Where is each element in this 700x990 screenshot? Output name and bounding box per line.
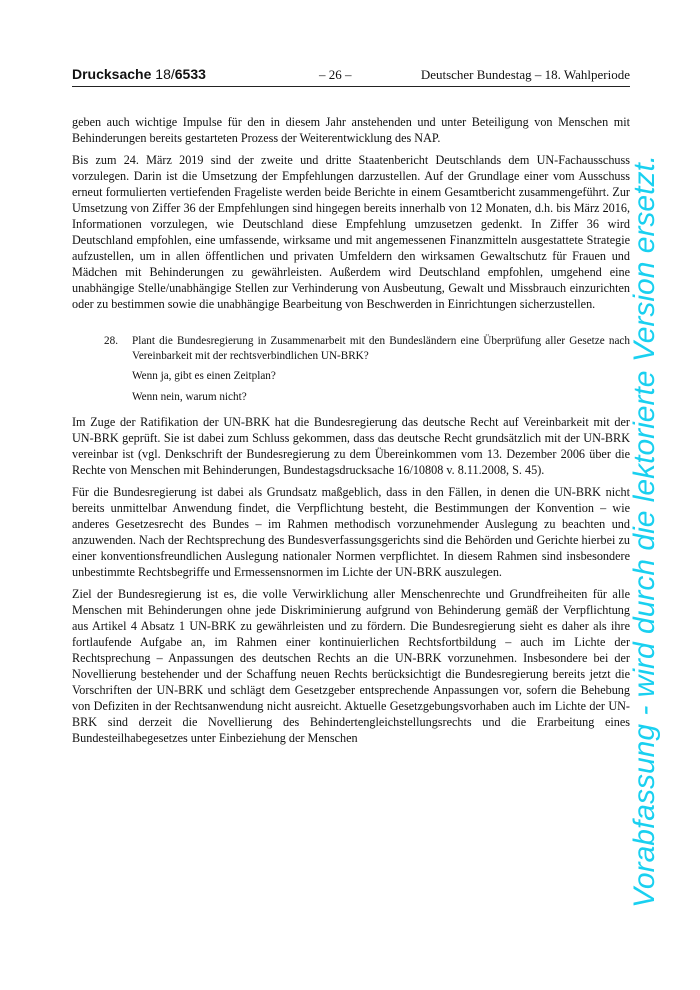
doc-number-part2: 6533 [174, 66, 206, 82]
publisher: Deutscher Bundestag – 18. Wahlperiode [420, 67, 630, 82]
paragraph: Ziel der Bundesregierung ist es, die volle Verwirklichung aller Menschenrechte und Grundfreiheiten für alle Menschen mit Behinderungen ohne jede Diskriminierung aufgrund von Behinderung gemäß der Verpflichtung aus Artikel 4 Absatz 1 UN-BRK zu gewährleisten und zu fördern. Die Bundesregierung sieht es daher als ihre fortlaufende Aufgabe an, im Rahmen einer kontinuierlichen Rechtsfortbildung – auch im Lichte der Rechtsprechung – Anpassungen des deutschen Rechts an die UN-BRK vorzunehmen. Insbesondere bei der Novellierung bestehender und der Schaffung neuen Rechts berücksichtigt die Bundesregierung bereits jetzt die Vorschriften der UN-BRK und schlägt dem Gesetzgeber entsprechende Anpassungen vor, sofern die Behebung von Defiziten in der Rechtsanwendung nicht ausreicht. Aktuelle Gesetzgebungsvorhaben auch im Lichte der UN-BRK sind derzeit die Novellierung des Behindertengleichstellungsrechts und die Erarbeitung eines Bundesteilhabegesetzes unter Einbeziehung der Menschen [72, 587, 630, 745]
question-number: 28. [104, 335, 118, 347]
question-sub-yes: Wenn ja, gibt es einen Zeitplan? [132, 370, 276, 382]
page-header [72, 66, 630, 87]
doc-label: Drucksache [72, 66, 152, 82]
question-text: Plant die Bundesregierung in Zusammenarbeit mit den Bundesländern eine Überprüfung aller Gesetze nach Vereinbarkeit mit der rechtsverbindlichen UN-BRK? [132, 335, 630, 362]
document-body [72, 114, 630, 752]
draft-watermark: Vorabfassung - wird durch die lektorierte Version ersetzt. [628, 154, 661, 908]
document-number [72, 66, 206, 82]
question-sub-no: Wenn nein, warum nicht? [132, 390, 247, 403]
question-block [72, 334, 630, 404]
paragraph: Im Zuge der Ratifikation der UN-BRK hat die Bundesregierung das deutsche Recht auf Vereinbarkeit mit der UN-BRK geprüft. Sie ist dabei zum Schluss gekommen, dass das deutsche Recht grundsätzlich mit der UN-BRK vereinbar ist (vgl. Denkschrift der Bundesregierung zu dem Übereinkommen vom 13. Dezember 2006 über die Rechte von Menschen mit Behinderungen, Bundestagsdrucksache 16/10808 v. 8.11.2008, S. 45). [72, 415, 630, 477]
paragraph: Bis zum 24. März 2019 sind der zweite und dritte Staatenbericht Deutschlands dem UN-Fachausschuss vorzulegen. Darin ist die Umsetzung der Empfehlungen darzustellen. Auf der Grundlage einer vom Ausschuss erneut formulierten vertiefenden Frageliste werden beide Berichte in einem Gesamtbericht zusammengeführt. Zur Umsetzung von Ziffer 36 der Empfehlungen sind hingegen bereits innerhalb von 12 Monaten, d.h. bis März 2016, Informationen vorzulegen, wie Deutschland diese Empfehlung umzusetzen gedenkt. In Ziffer 36 wird Deutschland empfohlen, eine umfassende, wirksame und mit angemessenen Finanzmitteln ausgestattete Strategie aufzustellen, um in allen öffentlichen und privaten Umfeldern den wirksamen Gewaltschutz für Frauen und Mädchen mit Behinderungen zu gewährleisten. Außerdem wird Deutschland empfohlen, umgehend eine unabhängige Stelle/unabhängige Stellen zur Verhinderung von Ausbeutung, Gewalt und Missbrauch einzurichten oder zu bestimmen sowie die unabhängige Bearbeitung von Beschwerden in Einrichtungen sicherzustellen. [72, 153, 630, 311]
page-number: – 26 – [319, 67, 352, 82]
paragraph: Für die Bundesregierung ist dabei als Grundsatz maßgeblich, dass in den Fällen, in denen die UN-BRK nicht bereits unmittelbar Anwendung findet, die Verpflichtung besteht, die Bestimmungen der Konvention – wie anderes Gesetzesrecht des Bundes – im Rahmen methodisch vorzunehmender Auslegung zu beachten und anzuwenden. Nach der Rechtsprechung des Bundesverfassungsgerichts sind die Behörden und Gerichte hierbei zu einer konventionsfreundlichen Auslegung nationaler Normen verpflichtet. In diesem Rahmen sind insbesondere unbestimmte Rechtsbegriffe und Ermessensnormen im Lichte der UN-BRK auszulegen. [72, 485, 630, 579]
doc-number-part1: 18/ [155, 66, 175, 82]
paragraph: geben auch wichtige Impulse für den in diesem Jahr anstehenden und unter Beteiligung von Menschen mit Behinderungen bereits gestarteten Prozess der Weiterentwicklung des NAP. [72, 115, 630, 145]
